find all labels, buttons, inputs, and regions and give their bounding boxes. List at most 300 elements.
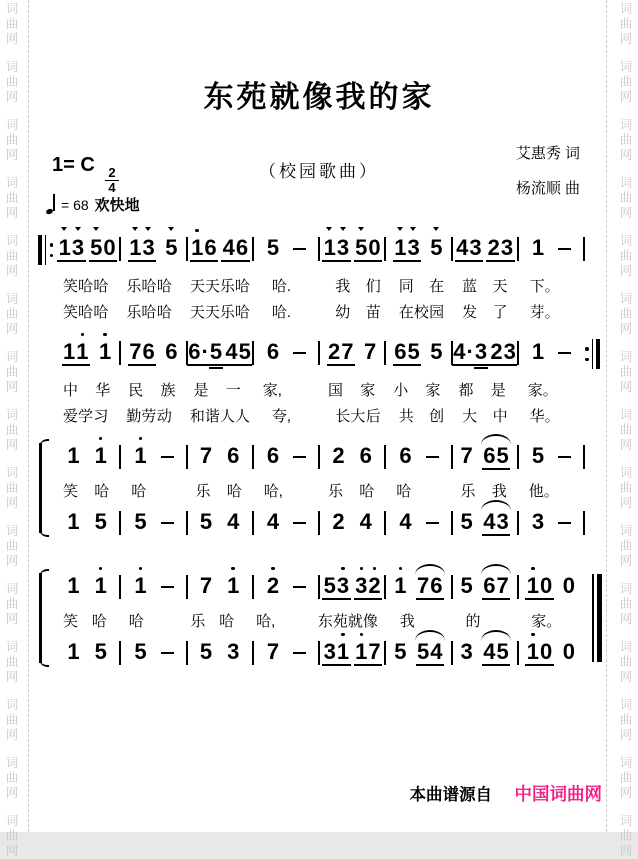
note-beat	[393, 338, 422, 366]
note-digit: 5	[199, 508, 213, 534]
rd	[50, 254, 53, 257]
lyric-unit: 哈	[226, 482, 242, 500]
note-digit: 1	[67, 508, 80, 534]
watermark-char: 曲	[619, 307, 633, 321]
note-digit: 0	[562, 638, 575, 664]
measure	[452, 568, 518, 606]
note-beat	[398, 508, 413, 536]
note-group	[93, 572, 108, 600]
measure	[54, 568, 120, 606]
lyric-unit: 后	[365, 407, 381, 425]
note-group	[530, 508, 545, 536]
left-watermark-column	[3, 2, 21, 858]
note-beat	[93, 638, 108, 666]
watermark-char: 曲	[619, 17, 633, 31]
measure	[187, 568, 253, 606]
measure	[120, 226, 186, 272]
measure	[120, 568, 186, 606]
note-digit: 1	[99, 341, 112, 363]
note-group	[459, 442, 474, 470]
lyric-unit: 同	[398, 277, 414, 295]
watermark-char: 网	[619, 438, 633, 452]
note-digit: 2	[368, 575, 381, 597]
note-beat	[354, 572, 383, 600]
note-digit: 3	[336, 237, 349, 259]
note-digit: 3	[469, 234, 482, 260]
watermark-char: 曲	[619, 75, 633, 89]
measure	[385, 568, 451, 606]
duration-dash	[293, 652, 306, 655]
note-digit: ·	[201, 338, 209, 364]
right-watermark-column	[617, 2, 635, 858]
lyric-unit: 发	[462, 303, 478, 321]
watermark-char: 网	[5, 322, 19, 336]
duration-dash	[558, 248, 571, 251]
watermark-char: 词	[619, 698, 633, 712]
lyric-unit: 哈	[396, 482, 412, 500]
watermark-char: 网	[5, 612, 19, 626]
measure	[187, 226, 253, 272]
voice-bracket	[38, 441, 49, 535]
watermark-char: 词	[619, 466, 633, 480]
watermark-char: 词	[5, 2, 19, 16]
note-digit: 6	[430, 572, 443, 598]
lyric-cell	[319, 379, 384, 400]
measure	[452, 438, 518, 476]
measure	[452, 504, 518, 542]
note-group	[393, 638, 408, 666]
note-digit: 0	[540, 638, 553, 664]
watermark-char: 网	[5, 148, 19, 162]
octave-dot	[195, 229, 199, 233]
note-beat	[226, 508, 241, 536]
note-group	[358, 508, 373, 536]
lyric-cell	[181, 301, 259, 322]
note-beat	[525, 572, 554, 600]
note-digit: 5	[394, 638, 407, 664]
note-beat	[530, 508, 545, 536]
octave-dot	[271, 567, 275, 571]
note-group	[322, 638, 351, 666]
lyric-cell	[387, 610, 453, 631]
song-subtitle: （校园歌曲）	[259, 162, 379, 181]
watermark-char: 网	[619, 670, 633, 684]
lyric-unit: 和	[189, 407, 205, 425]
watermark-char: 词	[619, 582, 633, 596]
composer-credit: 杨流顺 曲	[515, 180, 580, 197]
watermark-char: 曲	[5, 133, 19, 147]
octave-dot	[139, 437, 143, 441]
watermark-char: 曲	[619, 249, 633, 263]
watermark-char: 词	[5, 756, 19, 770]
duration-dash	[558, 352, 571, 355]
note-digit: 0	[103, 234, 116, 260]
lyric-cell	[516, 480, 584, 501]
measure	[452, 330, 518, 376]
note-group	[429, 338, 444, 366]
measure	[385, 504, 451, 542]
note-beat	[190, 234, 219, 262]
watermark-char: 词	[619, 408, 633, 422]
note-beat	[459, 442, 474, 470]
lyric-unit: 天天	[189, 277, 220, 295]
note-beat	[459, 572, 474, 600]
note-digit: 6	[235, 234, 249, 260]
watermark-char: 曲	[619, 771, 633, 785]
staccato-mark	[61, 227, 67, 231]
note-digit: 1	[355, 641, 368, 663]
watermark-char: 曲	[619, 133, 633, 147]
lyric-unit: 哈	[219, 612, 235, 630]
lyric-cell	[187, 480, 251, 501]
key-signature	[52, 154, 119, 194]
note-group	[221, 234, 250, 262]
lyric-unit: 哈,	[256, 612, 276, 630]
measure	[518, 504, 584, 542]
measure	[253, 226, 319, 272]
lyric-cell	[453, 405, 516, 426]
note-digit: 6	[165, 338, 178, 364]
lyric-cell	[452, 480, 516, 501]
note-digit: 2	[328, 338, 341, 364]
note-beat	[561, 638, 576, 666]
note-digit: ·	[466, 338, 474, 364]
lyric-unit: 哈	[93, 277, 109, 295]
tempo-value: = 68	[61, 196, 89, 213]
watermark-group	[3, 698, 21, 743]
measure	[120, 330, 186, 376]
note-group	[133, 572, 148, 600]
note-digit: 5	[165, 237, 178, 259]
note-group	[322, 234, 351, 262]
note-group	[482, 508, 511, 536]
octave-dot	[81, 333, 85, 337]
note-group	[57, 234, 86, 262]
note-group	[198, 572, 213, 600]
quarter-note-icon	[46, 194, 57, 215]
note-group	[198, 442, 213, 470]
measure	[120, 634, 186, 672]
watermark-char: 曲	[619, 713, 633, 727]
lyric-cell	[117, 301, 180, 322]
note-group	[530, 234, 545, 262]
lyric-cell	[181, 405, 259, 426]
octave-dot	[139, 567, 143, 571]
watermark-char: 词	[5, 408, 19, 422]
watermark-group	[617, 698, 635, 743]
lyric-cell	[181, 275, 259, 296]
watermark-char: 网	[5, 670, 19, 684]
repeat-dots	[585, 339, 588, 369]
lyric-unit: 哈	[93, 303, 109, 321]
lyric-cell	[517, 405, 584, 426]
lyric-unit: 就像	[347, 612, 378, 630]
lyric-unit: 族	[160, 381, 176, 399]
watermark-char: 网	[5, 380, 19, 394]
note-beat	[393, 572, 408, 600]
voice-row	[36, 504, 602, 542]
note-group	[93, 508, 108, 536]
watermark-char: 曲	[619, 191, 633, 205]
note-group	[327, 338, 356, 366]
note-group	[128, 338, 157, 366]
octave-dot	[103, 333, 107, 337]
note-digit: 3	[496, 508, 509, 534]
lyricist-credit: 艾惠秀 词	[515, 145, 580, 162]
watermark-group	[617, 814, 635, 859]
note-digit: 2	[490, 338, 503, 364]
lyric-unit: 哈	[128, 612, 144, 630]
note-beat	[322, 638, 351, 666]
lyric-unit: 谐	[204, 407, 220, 425]
note-digit: 1	[526, 641, 539, 663]
lyric-unit: 笑	[63, 482, 79, 500]
duration-dash	[293, 248, 306, 251]
lyric-unit: 在	[429, 277, 445, 295]
lyric-unit: 下。	[529, 277, 560, 295]
note-digit: 1	[394, 237, 407, 259]
voice-row	[36, 568, 602, 606]
measure	[187, 330, 253, 376]
note-beat	[128, 234, 157, 262]
note-digit: 6	[359, 442, 372, 468]
note-beat	[221, 234, 250, 262]
measure	[518, 438, 584, 476]
watermark-char: 词	[5, 292, 19, 306]
hkt	[39, 439, 49, 450]
watermark-char: 网	[5, 728, 19, 742]
watermark-group	[617, 292, 635, 337]
measure	[54, 634, 120, 672]
note-beat	[198, 638, 213, 666]
lyric-unit: 在	[398, 303, 414, 321]
note-beat	[198, 508, 213, 536]
note-digit: 6	[483, 572, 496, 598]
note-group	[455, 234, 484, 262]
lyric-unit: 习	[93, 407, 109, 425]
lyric-cell	[390, 405, 453, 426]
lyric-row	[36, 376, 602, 402]
note-digit: 1	[94, 575, 107, 597]
watermark-char: 曲	[5, 771, 19, 785]
system-s4	[36, 568, 602, 672]
note-beat	[93, 508, 108, 536]
duration-dash	[293, 522, 306, 525]
note-beat	[561, 572, 576, 600]
note-group	[331, 442, 346, 470]
lyric-unit: 东苑	[317, 612, 348, 630]
watermark-char: 网	[619, 206, 633, 220]
note-beat	[265, 508, 280, 536]
watermark-group	[3, 350, 21, 395]
watermark-char: 网	[5, 554, 19, 568]
octave-dot	[531, 633, 535, 637]
note-group	[133, 508, 148, 536]
final-barline	[592, 574, 602, 662]
note-digit: 4	[225, 338, 238, 364]
note-digit: 6	[142, 338, 155, 364]
voice-row	[36, 634, 602, 672]
note-digit: 1	[67, 638, 80, 664]
note-digit: 1	[526, 575, 539, 597]
note-beat	[66, 508, 81, 536]
watermark-group	[617, 234, 635, 279]
note-group	[416, 572, 445, 600]
note-digit: 3	[503, 338, 516, 364]
watermark-char: 曲	[5, 365, 19, 379]
note-digit: 1	[58, 237, 71, 259]
note-group	[265, 638, 280, 666]
note-beat	[293, 522, 306, 525]
note-group	[224, 338, 253, 366]
watermark-group	[617, 408, 635, 453]
watermark-char: 词	[619, 640, 633, 654]
lyric-unit: 人人	[219, 407, 250, 425]
right-dashed-rule	[606, 0, 607, 832]
note-beat	[265, 638, 280, 666]
lyric-cell	[54, 610, 116, 631]
lyric-unit: 家	[360, 381, 376, 399]
note-digit: 1	[94, 445, 107, 467]
watermark-char: 词	[5, 234, 19, 248]
watermark-char: 曲	[5, 655, 19, 669]
measure	[385, 438, 451, 476]
note-beat	[133, 572, 148, 600]
note-group	[164, 338, 179, 366]
note-group	[331, 508, 346, 536]
note-beat	[187, 338, 224, 366]
lyric-row	[36, 476, 602, 504]
measure	[253, 330, 319, 376]
lyric-unit: 哈	[359, 482, 375, 500]
meter-denominator: 4	[108, 180, 116, 195]
note-digit: 6	[483, 442, 496, 468]
note-beat	[198, 572, 213, 600]
note-digit: 6	[227, 442, 240, 468]
note-group	[482, 638, 511, 666]
note-beat	[482, 442, 511, 470]
lyric-unit: 哈	[91, 612, 107, 630]
note-group	[66, 442, 81, 470]
watermark-group	[3, 466, 21, 511]
note-digit: 1	[227, 575, 240, 597]
measure	[120, 438, 186, 476]
duration-dash	[161, 586, 174, 589]
lyric-unit: 中	[492, 407, 508, 425]
note-beat	[426, 456, 439, 459]
note-group	[482, 572, 511, 600]
note-beat	[459, 638, 474, 666]
measure	[319, 504, 385, 542]
tempo-word: 欢快地	[94, 197, 140, 214]
note-beat	[358, 442, 373, 470]
measure	[518, 568, 584, 606]
left-dashed-rule	[28, 0, 29, 832]
note-beat	[331, 442, 346, 470]
note-beat	[530, 442, 545, 470]
lyric-cell	[117, 275, 180, 296]
note-group	[226, 508, 241, 536]
note-group	[486, 234, 515, 262]
watermark-char: 词	[5, 814, 19, 828]
note-group	[393, 338, 422, 366]
staccato-mark	[132, 227, 138, 231]
note-beat	[224, 338, 253, 366]
note-group	[187, 338, 224, 366]
watermark-char: 词	[619, 176, 633, 190]
duration-dash	[558, 456, 571, 459]
watermark-group	[3, 234, 21, 279]
note-group	[482, 442, 511, 470]
lyric-cell	[54, 379, 119, 400]
watermark-group	[617, 2, 635, 47]
lyric-unit: 动	[156, 407, 172, 425]
lyric-cell	[319, 480, 383, 501]
note-group	[398, 508, 413, 536]
watermark-char: 曲	[5, 829, 19, 843]
measure	[319, 634, 385, 672]
note-digit: 5	[430, 237, 443, 259]
rd	[585, 358, 588, 361]
note-group	[198, 508, 213, 536]
lyric-unit: 哈,	[263, 482, 283, 500]
watermark-group	[3, 408, 21, 453]
lyric-unit: 民	[128, 381, 144, 399]
lyric-cell	[453, 275, 516, 296]
system-s1	[36, 226, 602, 324]
watermark-char: 网	[5, 264, 19, 278]
note-beat	[398, 442, 413, 470]
note-digit: 4	[359, 508, 372, 534]
note-beat	[293, 456, 306, 459]
note-digit: 7	[199, 442, 213, 468]
measure	[518, 226, 584, 272]
lyric-cell	[250, 379, 319, 400]
note-digit: 5	[94, 638, 107, 664]
lyric-unit: 乐哈	[219, 277, 250, 295]
note-digit: 7	[199, 572, 213, 598]
note-beat	[62, 338, 91, 366]
watermark-char: 词	[5, 524, 19, 538]
watermark-group	[617, 350, 635, 395]
note-digit: 6	[266, 338, 280, 364]
watermark-char: 曲	[5, 539, 19, 553]
watermark-char: 词	[619, 234, 633, 248]
lyric-cell	[309, 610, 387, 631]
note-beat	[66, 638, 81, 666]
lyric-unit: 哈	[94, 482, 110, 500]
note-group	[393, 234, 422, 262]
voice-bracket	[38, 571, 49, 665]
watermark-group	[617, 176, 635, 221]
note-beat	[486, 234, 515, 262]
watermark-char: 曲	[5, 481, 19, 495]
lyric-unit: 哈	[156, 303, 172, 321]
note-beat	[482, 572, 511, 600]
voice-row	[36, 438, 602, 476]
lyric-cell	[117, 405, 180, 426]
lyric-cell	[54, 275, 117, 296]
octave-dot	[99, 437, 103, 441]
note-beat	[363, 338, 378, 366]
watermark-char: 曲	[619, 655, 633, 669]
barline	[583, 511, 585, 535]
lyric-unit: 我	[399, 612, 415, 630]
lyric-unit: 乐	[195, 482, 211, 500]
note-digit: 5	[460, 508, 473, 534]
fthick	[597, 574, 602, 662]
lyric-unit: 家	[425, 381, 441, 399]
